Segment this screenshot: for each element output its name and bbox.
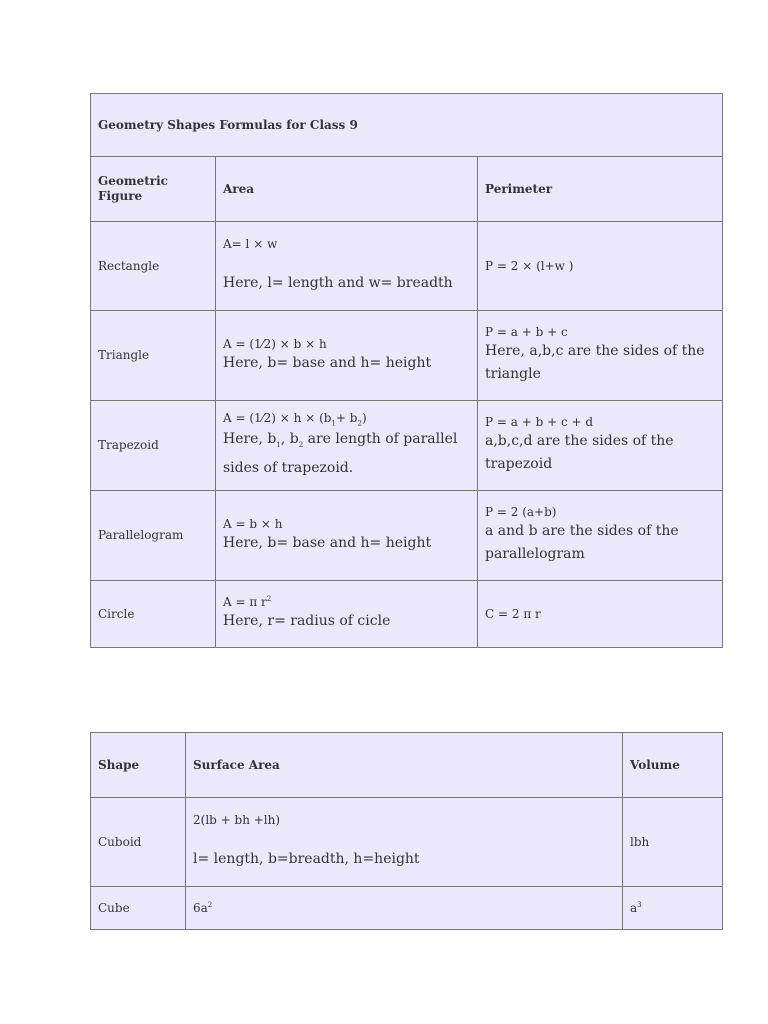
- perimeter-cell: [478, 311, 723, 401]
- area-cell: [216, 581, 478, 648]
- perimeter-formula: P = 2 (a+b): [485, 505, 557, 519]
- figure-cell: Rectangle: [91, 222, 216, 311]
- table-row: [91, 581, 723, 648]
- perimeter-cell: [478, 222, 723, 311]
- perimeter-cell: [478, 491, 723, 581]
- area-note: Here, b= base and h= height: [223, 354, 432, 371]
- surface-formula: 2(lb + bh +lh): [193, 813, 281, 827]
- area-note: Here, $b_1$, $b_2$ are length of parallel sides of trapezoid.: [223, 431, 458, 476]
- area-formula: A= l × w: [223, 237, 278, 251]
- surface-area-cell: [186, 798, 623, 887]
- area-note: Here, b= base and h= height: [223, 534, 432, 551]
- perimeter-cell: [478, 401, 723, 491]
- header-geometric-figure: Geometric Figure: [91, 157, 216, 222]
- surface-note: l= length, b=breadth, h=height: [193, 851, 420, 867]
- table-row: [91, 222, 723, 311]
- header-surface-area: Surface Area: [186, 733, 623, 798]
- formulas-table: [90, 93, 723, 648]
- perimeter-formula: P = a + b + c + d: [485, 415, 594, 429]
- solids-table: [90, 732, 723, 930]
- perimeter-note: Here, a,b,c are the sides of the triangle: [485, 343, 705, 382]
- perimeter-formula: P = 2 × (l+w ): [485, 258, 574, 273]
- area-cell: [216, 311, 478, 401]
- header-perimeter: Perimeter: [478, 157, 723, 222]
- shape-cell: Cube: [91, 887, 186, 930]
- figure-cell: Triangle: [91, 311, 216, 401]
- area-note: Here, l= length and w= breadth: [223, 275, 453, 291]
- figure-cell: Parallelogram: [91, 491, 216, 581]
- figure-cell: Circle: [91, 581, 216, 648]
- area-formula: A = π $r^2$: [223, 595, 272, 609]
- table-title: Geometry Shapes Formulas for Class 9: [91, 94, 723, 157]
- area-cell: [216, 491, 478, 581]
- surface-area-cell: $6a^2$: [186, 887, 623, 930]
- table-row: [91, 887, 723, 930]
- area-formula: A = (1⁄2) × $h \times (b_1+ b_2)$: [223, 411, 367, 428]
- perimeter-cell: [478, 581, 723, 648]
- header-volume: Volume: [623, 733, 723, 798]
- header-area: Area: [216, 157, 478, 222]
- table-row: [91, 491, 723, 581]
- volume-cell: $a^3$: [623, 887, 723, 930]
- table-header-row: [91, 733, 723, 798]
- header-shape: Shape: [91, 733, 186, 798]
- area-cell: [216, 222, 478, 311]
- perimeter-note: a and b are the sides of the parallelogram: [485, 523, 679, 562]
- figure-cell: Trapezoid: [91, 401, 216, 491]
- volume-cell: lbh: [623, 798, 723, 887]
- area-cell: [216, 401, 478, 491]
- perimeter-note: a,b,c,d are the sides of the trapezoid: [485, 433, 674, 472]
- area-note: Here, r= radius of cicle: [223, 613, 391, 629]
- shape-cell: Cuboid: [91, 798, 186, 887]
- area-formula: A = b × h: [223, 516, 283, 531]
- table-header-row: [91, 157, 723, 222]
- table-title-row: [91, 94, 723, 157]
- perimeter-formula: P = a + b + c: [485, 325, 568, 339]
- table-row: [91, 401, 723, 491]
- table-row: [91, 311, 723, 401]
- perimeter-formula: C = 2 π r: [485, 606, 541, 621]
- table-row: [91, 798, 723, 887]
- area-formula: A = (1⁄2) × b × h: [223, 336, 327, 351]
